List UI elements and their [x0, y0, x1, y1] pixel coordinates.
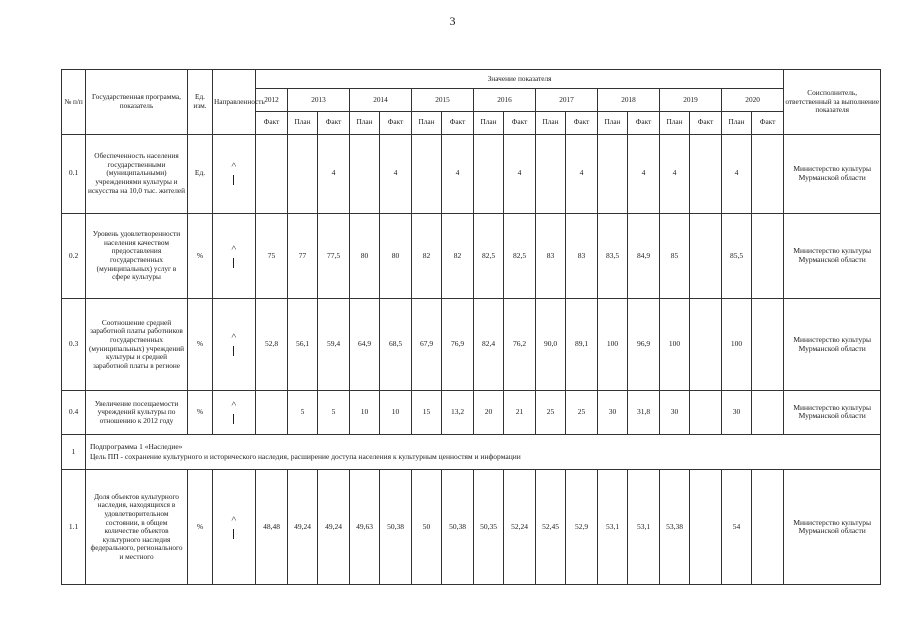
value-cell: 64,9 — [350, 299, 380, 391]
plan-header: План — [412, 111, 442, 134]
plan-header: План — [722, 111, 752, 134]
subprogram-description — [86, 434, 881, 469]
fact-header: Факт — [256, 111, 288, 134]
unit-cell: Ед. — [188, 134, 213, 213]
year-header: 2013 — [288, 88, 350, 111]
value-cell: 54 — [722, 470, 752, 585]
value-cell: 30 — [660, 391, 690, 435]
value-cell — [412, 134, 442, 213]
direction-cell — [213, 470, 256, 585]
increase-arrow-icon — [232, 333, 236, 356]
value-cell: 4 — [318, 134, 350, 213]
value-cell: 52,45 — [536, 470, 566, 585]
table-row — [62, 299, 881, 391]
header-program: Государственная программа, показатель — [86, 70, 188, 135]
value-cell: 4 — [442, 134, 474, 213]
fact-header: Факт — [442, 111, 474, 134]
value-cell: 67,9 — [412, 299, 442, 391]
value-cell: 83,5 — [598, 213, 628, 298]
value-cell — [752, 470, 784, 585]
value-cell: 49,24 — [318, 470, 350, 585]
value-cell: 82 — [442, 213, 474, 298]
plan-header: План — [350, 111, 380, 134]
value-cell: 84,9 — [628, 213, 660, 298]
value-cell: 20 — [474, 391, 504, 435]
plan-header: План — [288, 111, 318, 134]
value-cell: 96,9 — [628, 299, 660, 391]
indicators-table — [61, 69, 881, 585]
fact-header: Факт — [690, 111, 722, 134]
table-row — [62, 470, 881, 585]
executor-cell: Министерство культуры Мурманской области — [784, 299, 881, 391]
executor-cell: Министерство культуры Мурманской области — [784, 391, 881, 435]
indicator-name: Уровень удовлетворенности населения качеством предоставления государственных (муниципальных) услуг в сфере культуры — [86, 213, 188, 298]
value-cell: 52,8 — [256, 299, 288, 391]
value-cell: 15 — [412, 391, 442, 435]
value-cell — [256, 391, 288, 435]
year-header: 2018 — [598, 88, 660, 111]
value-cell: 4 — [722, 134, 752, 213]
unit-cell: % — [188, 299, 213, 391]
row-number: 0.1 — [62, 134, 86, 213]
subprogram-goal: Цель ПП - сохранение культурного и исторического наследия, расширение доступа населения к культурным ценностям и информации — [90, 452, 521, 462]
value-cell: 53,1 — [598, 470, 628, 585]
value-cell: 10 — [380, 391, 412, 435]
value-cell: 100 — [722, 299, 752, 391]
subprogram-row — [62, 434, 881, 469]
value-cell — [752, 391, 784, 435]
value-cell: 25 — [536, 391, 566, 435]
value-cell: 30 — [722, 391, 752, 435]
plan-header: План — [536, 111, 566, 134]
executor-cell: Министерство культуры Мурманской области — [784, 213, 881, 298]
indicator-name: Увеличение посещаемости учреждений культуры по отношению к 2012 году — [86, 391, 188, 435]
direction-symbol: ^ — [231, 332, 237, 342]
value-cell — [474, 134, 504, 213]
value-cell — [690, 134, 722, 213]
plan-header: План — [660, 111, 690, 134]
row-number: 1 — [62, 434, 86, 469]
header-value: Значение показателя — [256, 70, 784, 89]
subprogram-title: Подпрограмма 1 «Наследие» — [90, 441, 183, 451]
value-cell: 49,63 — [350, 470, 380, 585]
row-number: 0.4 — [62, 391, 86, 435]
unit-cell: % — [188, 213, 213, 298]
increase-arrow-icon — [232, 401, 236, 424]
value-cell — [690, 299, 722, 391]
value-cell: 59,4 — [318, 299, 350, 391]
plan-header: План — [598, 111, 628, 134]
direction-symbol: ^ — [231, 399, 237, 409]
value-cell: 85 — [660, 213, 690, 298]
year-header: 2012 — [256, 88, 288, 111]
indicator-name: Доля объектов культурного наследия, находящихся в удовлетворительном состоянии, в общем количестве объектов культурного наследия федерального, регионального и местного — [86, 470, 188, 585]
value-cell: 90,0 — [536, 299, 566, 391]
value-cell: 31,8 — [628, 391, 660, 435]
unit-cell: % — [188, 391, 213, 435]
value-cell: 77 — [288, 213, 318, 298]
direction-cell — [213, 213, 256, 298]
value-cell: 100 — [598, 299, 628, 391]
unit-cell: % — [188, 470, 213, 585]
value-cell: 50,35 — [474, 470, 504, 585]
fact-header: Факт — [628, 111, 660, 134]
executor-cell: Министерство культуры Мурманской области — [784, 134, 881, 213]
value-cell: 13,2 — [442, 391, 474, 435]
fact-header: Факт — [752, 111, 784, 134]
direction-symbol: ^ — [231, 514, 237, 524]
value-cell: 25 — [566, 391, 598, 435]
value-cell — [536, 134, 566, 213]
table-row — [62, 134, 881, 213]
plan-header: План — [474, 111, 504, 134]
year-header: 2014 — [350, 88, 412, 111]
increase-arrow-icon — [232, 162, 236, 185]
value-cell: 80 — [350, 213, 380, 298]
fact-header: Факт — [504, 111, 536, 134]
value-cell: 75 — [256, 213, 288, 298]
value-cell: 56,1 — [288, 299, 318, 391]
value-cell — [690, 391, 722, 435]
value-cell — [690, 470, 722, 585]
fact-header: Факт — [380, 111, 412, 134]
value-cell — [752, 134, 784, 213]
value-cell: 89,1 — [566, 299, 598, 391]
fact-header: Факт — [318, 111, 350, 134]
value-cell: 85,5 — [722, 213, 752, 298]
value-cell: 5 — [288, 391, 318, 435]
value-cell: 21 — [504, 391, 536, 435]
value-cell: 53,38 — [660, 470, 690, 585]
year-header: 2020 — [722, 88, 784, 111]
value-cell: 50,38 — [380, 470, 412, 585]
value-cell: 76,9 — [442, 299, 474, 391]
value-cell: 30 — [598, 391, 628, 435]
value-cell: 68,5 — [380, 299, 412, 391]
value-cell: 4 — [380, 134, 412, 213]
year-header: 2016 — [474, 88, 536, 111]
value-cell: 53,1 — [628, 470, 660, 585]
value-cell — [752, 213, 784, 298]
value-cell — [690, 213, 722, 298]
value-cell — [256, 134, 288, 213]
header-unit: Ед. изм. — [188, 70, 213, 135]
value-cell — [350, 134, 380, 213]
value-cell: 83 — [536, 213, 566, 298]
value-cell: 4 — [566, 134, 598, 213]
direction-symbol: ^ — [231, 243, 237, 253]
year-header: 2019 — [660, 88, 722, 111]
value-cell: 5 — [318, 391, 350, 435]
header-num: № п/п — [62, 70, 86, 135]
value-cell: 82,5 — [504, 213, 536, 298]
indicator-name: Соотношение средней заработной платы работников государственных (муниципальных) учреждений культуры и средней заработной платы в регионе — [86, 299, 188, 391]
value-cell: 49,24 — [288, 470, 318, 585]
indicator-name: Обеспеченность населения государственными (муниципальными) учреждениями культуры и искусства на 10,0 тыс. жителей — [86, 134, 188, 213]
value-cell: 48,48 — [256, 470, 288, 585]
page-number: 3 — [449, 14, 456, 28]
header-direction: Направленность — [213, 70, 256, 135]
value-cell: 50,38 — [442, 470, 474, 585]
value-cell: 82 — [412, 213, 442, 298]
value-cell: 52,24 — [504, 470, 536, 585]
row-number: 0.2 — [62, 213, 86, 298]
year-header: 2015 — [412, 88, 474, 111]
value-cell: 80 — [380, 213, 412, 298]
value-cell: 76,2 — [504, 299, 536, 391]
value-cell: 52,9 — [566, 470, 598, 585]
direction-symbol: ^ — [231, 161, 237, 171]
increase-arrow-icon — [232, 516, 236, 539]
value-cell — [288, 134, 318, 213]
value-cell: 4 — [660, 134, 690, 213]
value-cell: 4 — [504, 134, 536, 213]
value-cell: 100 — [660, 299, 690, 391]
value-cell: 83 — [566, 213, 598, 298]
direction-cell — [213, 391, 256, 435]
value-cell: 82,4 — [474, 299, 504, 391]
value-cell — [752, 299, 784, 391]
direction-cell — [213, 134, 256, 213]
value-cell: 4 — [628, 134, 660, 213]
value-cell: 82,5 — [474, 213, 504, 298]
table-row — [62, 213, 881, 298]
row-number: 1.1 — [62, 470, 86, 585]
increase-arrow-icon — [232, 245, 236, 268]
value-cell — [598, 134, 628, 213]
value-cell: 50 — [412, 470, 442, 585]
header-executor: Соисполнитель, ответственный за выполнение показателя — [784, 70, 881, 135]
executor-cell: Министерство культуры Мурманской области — [784, 470, 881, 585]
value-cell: 10 — [350, 391, 380, 435]
year-header: 2017 — [536, 88, 598, 111]
row-number: 0.3 — [62, 299, 86, 391]
fact-header: Факт — [566, 111, 598, 134]
value-cell: 77,5 — [318, 213, 350, 298]
direction-cell — [213, 299, 256, 391]
table-row — [62, 391, 881, 435]
